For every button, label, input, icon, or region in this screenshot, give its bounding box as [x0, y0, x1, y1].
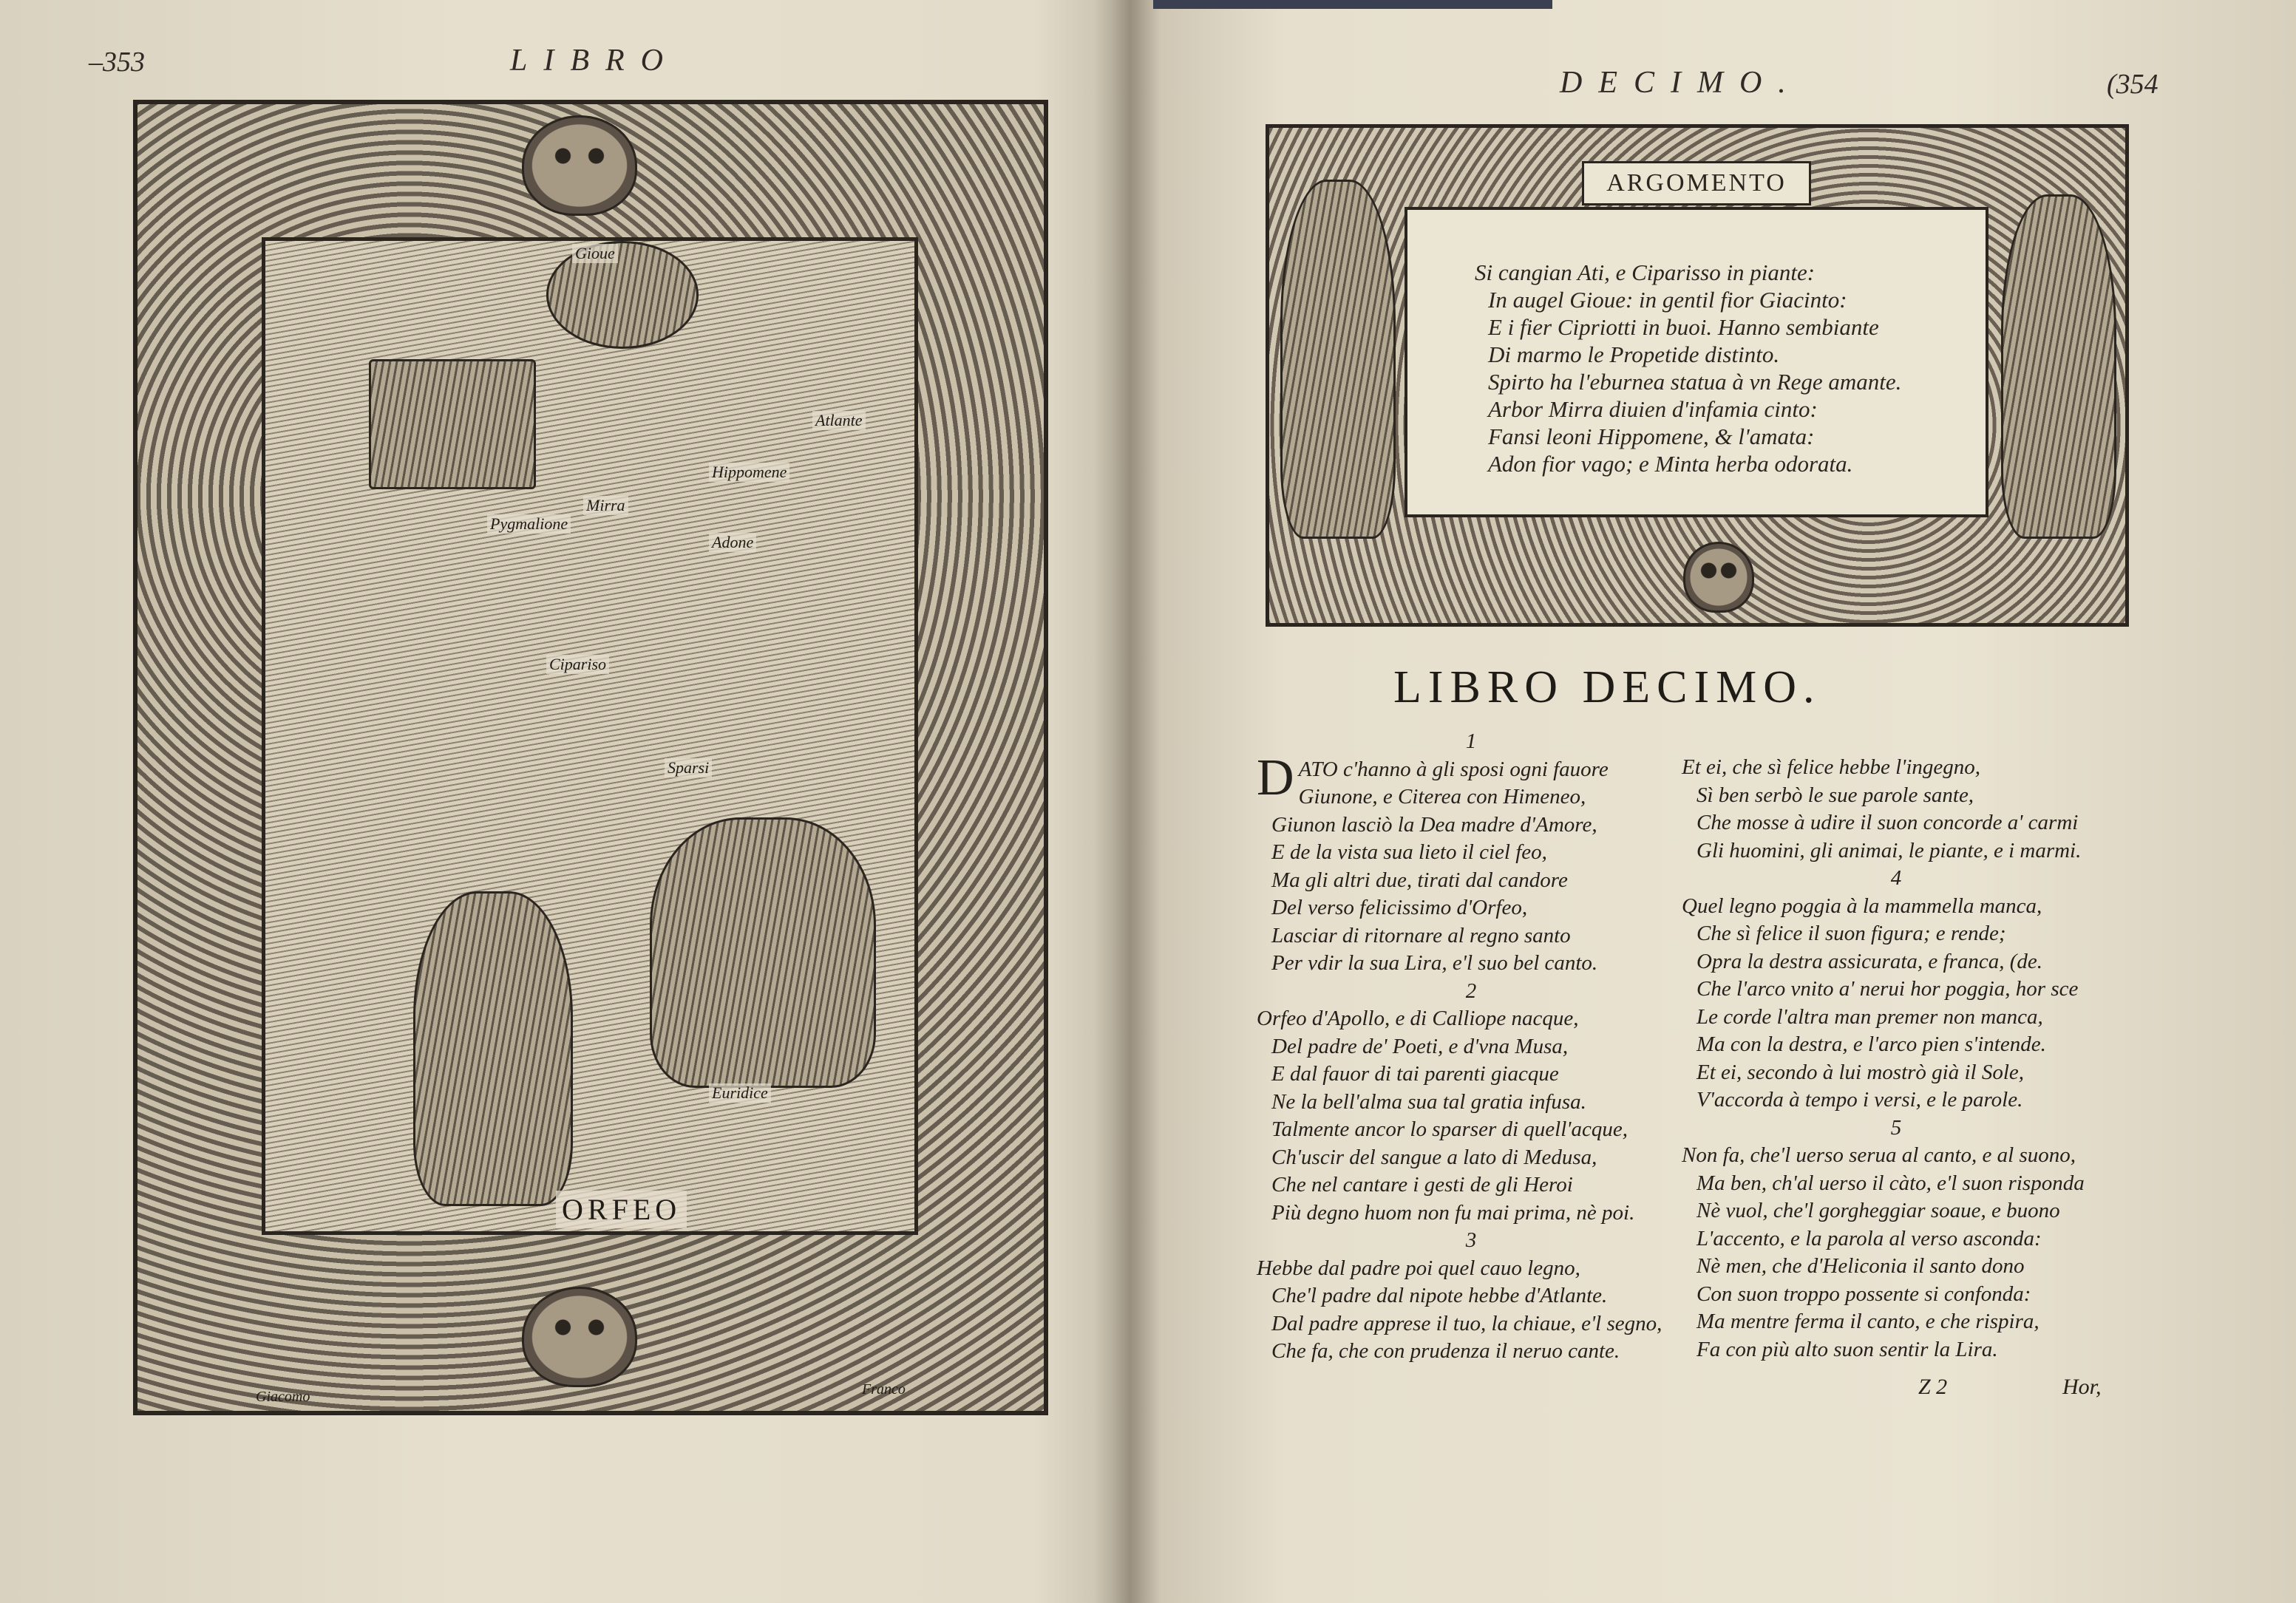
verse-line: Non fa, che'l uerso serua al canto, e al suono, [1682, 1143, 2076, 1167]
verse-line: Che fa, che con prudenza il neruo cante. [1271, 1339, 1620, 1363]
stanza-1 [1257, 749, 1685, 978]
verse-line: Ma mentre ferma il canto, e che rispira, [1696, 1310, 2039, 1333]
venus-cupid-statue-icon [1280, 180, 1396, 539]
stanza-number: 5 [1890, 1115, 1902, 1140]
verse-line: Ma gli altri due, tirati dal candore [1271, 868, 1568, 892]
stanza-number: 3 [1465, 1228, 1477, 1252]
verse-line: Che nel cantare i gesti de gli Heroi [1271, 1173, 1573, 1197]
grotesque-mask-icon [522, 115, 637, 216]
verse-line: Del padre de' Poeti, e d'vna Musa, [1271, 1034, 1569, 1058]
label-sparsi: Sparsi [665, 758, 712, 777]
argument-line: Si cangian Ati, e Ciparisso in piante: [1475, 259, 1816, 285]
verse-line: Et ei, secondo à lui mostrò già il Sole, [1696, 1060, 2025, 1084]
gathering-signature: Z 2 [1918, 1375, 1948, 1399]
argument-line: E i fier Cipriotti in buoi. Hanno sembiante [1488, 314, 1879, 340]
verse-line: Che mosse à udire il suon concorde a' carmi [1696, 811, 2079, 834]
verse-line: E de la vista sua lieto il ciel feo, [1271, 840, 1547, 864]
verse-line: Ne la bell'alma sua tal gratia infusa. [1271, 1089, 1586, 1114]
stanza-4 [1682, 893, 2110, 1114]
argument-line: Di marmo le Propetide distinto. [1488, 341, 1780, 367]
verse-line: Dal padre apprese il tuo, la chiaue, e'l segno, [1271, 1311, 1662, 1335]
verse-line: Del verso felicissimo d'Orfeo, [1271, 896, 1528, 919]
drop-cap: D [1257, 749, 1294, 806]
left-folio: –353 [89, 47, 145, 78]
verse-line: Orfeo d'Apollo, e di Calliope nacque, [1257, 1007, 1579, 1030]
verse-line: Ch'uscir del sangue a lato di Medusa, [1271, 1145, 1597, 1169]
verse-line: Le corde l'altra man premer non manca, [1696, 1004, 2043, 1029]
label-cipariso: Cipariso [546, 655, 609, 674]
verse-line: Con suon troppo possente si confonda: [1696, 1282, 2031, 1306]
label-euridice: Euridice [709, 1083, 771, 1103]
verse-line: Fa con più alto suon sentir la Lira. [1696, 1337, 1998, 1361]
stanza-2 [1257, 1005, 1685, 1227]
verse-line: Sì ben serbò le sue parole sante, [1696, 783, 1974, 807]
verse-line: Che sì felice il suon figura; e rende; [1696, 922, 2006, 945]
engraving-scene [262, 237, 918, 1235]
mars-statue-icon [2001, 194, 2116, 539]
argument-line: Spirto ha l'eburnea statua à vn Rege amante. [1488, 369, 1902, 395]
verse-line: V'accorda à tempo i versi, e le parole. [1696, 1088, 2023, 1112]
argument-line: In augel Gioue: in gentil fior Giacinto: [1488, 287, 1847, 313]
argument-line: Fansi leoni Hippomene, & l'amata: [1488, 423, 1815, 449]
verse-line: Talmente ancor lo sparser di quell'acque, [1271, 1117, 1628, 1141]
engraver-signature-right: Franco [862, 1381, 906, 1398]
verse-line: Ma con la destra, e l'arco pien s'intende. [1696, 1032, 2046, 1056]
verse-line: Gli huomini, gli animai, le piante, e i marmi. [1696, 838, 2082, 862]
label-mirra: Mirra [583, 496, 628, 515]
stanza-5 [1682, 1142, 2110, 1364]
stanza-number: 1 [1465, 729, 1477, 753]
verse-line: L'accento, e la parola al verso asconda: [1696, 1226, 2042, 1250]
verse-line: Quel legno poggia à la mammella manca, [1682, 894, 2042, 918]
engraver-signature-left: Giacomo [256, 1389, 310, 1405]
gutter-shadow [1094, 0, 1161, 1603]
verse-line: Che'l padre dal nipote hebbe d'Atlante. [1271, 1284, 1608, 1307]
verse-line: Nè vuol, che'l gorgheggiar soaue, e buono [1696, 1199, 2060, 1222]
column-left [1257, 728, 1685, 1366]
argument-verses [1475, 259, 1901, 477]
temple-icon [369, 359, 536, 489]
label-pygmalione: Pygmalione [487, 514, 571, 534]
verse-line: ATO c'hanno à gli sposi ogni fauore [1298, 757, 1609, 781]
green-man-mask-icon [522, 1287, 637, 1387]
verse-line: Giunone, e Citerea con Himeneo, [1298, 785, 1586, 809]
verse-line: Che l'arco vnito a' nerui hor poggia, hor sce [1696, 977, 2079, 1001]
label-hippomene: Hippomene [709, 463, 789, 482]
argument-line: Arbor Mirra diuien d'infamia cinto: [1488, 396, 1818, 422]
verse-line: Lasciar di ritornare al regno santo [1271, 923, 1571, 947]
verse-line: Opra la destra assicurata, e franca, (de. [1696, 949, 2042, 973]
verse-line: Nè men, che d'Heliconia il santo dono [1696, 1254, 2025, 1278]
cartouche-mask-icon [1683, 542, 1754, 613]
verse-line: Giunon lasciò la Dea madre d'Amore, [1271, 812, 1597, 837]
verse-line: Più degno huom non fu mai prima, nè poi. [1271, 1200, 1635, 1225]
orpheus-with-lira-icon [413, 891, 573, 1206]
stanza-number: 2 [1465, 979, 1477, 1003]
stanza-3 [1257, 1255, 1685, 1366]
verse-line: Ma ben, ch'al uerso il càto, e'l suon risponda [1696, 1171, 2085, 1195]
left-running-head: LIBRO [510, 44, 679, 78]
verse-line: Et ei, che sì felice hebbe l'ingegno, [1682, 755, 1981, 779]
binding-cover-edge [1153, 0, 1552, 9]
argument-title: ARGOMENTO [1582, 161, 1811, 205]
eurydice-abduction-icon [650, 817, 876, 1088]
argument-line: Adon fior vago; e Minta herba odorata. [1488, 451, 1853, 477]
right-folio: (354 [2107, 69, 2159, 100]
label-atlante: Atlante [812, 411, 866, 430]
eagle-jove-icon [546, 241, 699, 349]
book-title: LIBRO DECIMO. [1393, 662, 1821, 712]
right-running-head: DECIMO. [1560, 66, 1802, 100]
verse-line: Hebbe dal padre poi quel cauo legno, [1257, 1256, 1580, 1280]
column-right [1682, 754, 2110, 1364]
stanza-1-continued [1682, 754, 2110, 865]
engraving-caption: ORFEO [556, 1191, 687, 1228]
orfeo-engraving [133, 100, 1048, 1415]
verse-line: E dal fauor di tai parenti giacque [1271, 1062, 1559, 1086]
stanza-number: 4 [1890, 866, 1902, 890]
verse-line: Per vdir la sua Lira, e'l suo bel canto. [1271, 951, 1598, 975]
label-adone: Adone [709, 533, 756, 552]
catchword: Hor, [2062, 1375, 2102, 1399]
label-gioue: Gioue [572, 244, 618, 263]
